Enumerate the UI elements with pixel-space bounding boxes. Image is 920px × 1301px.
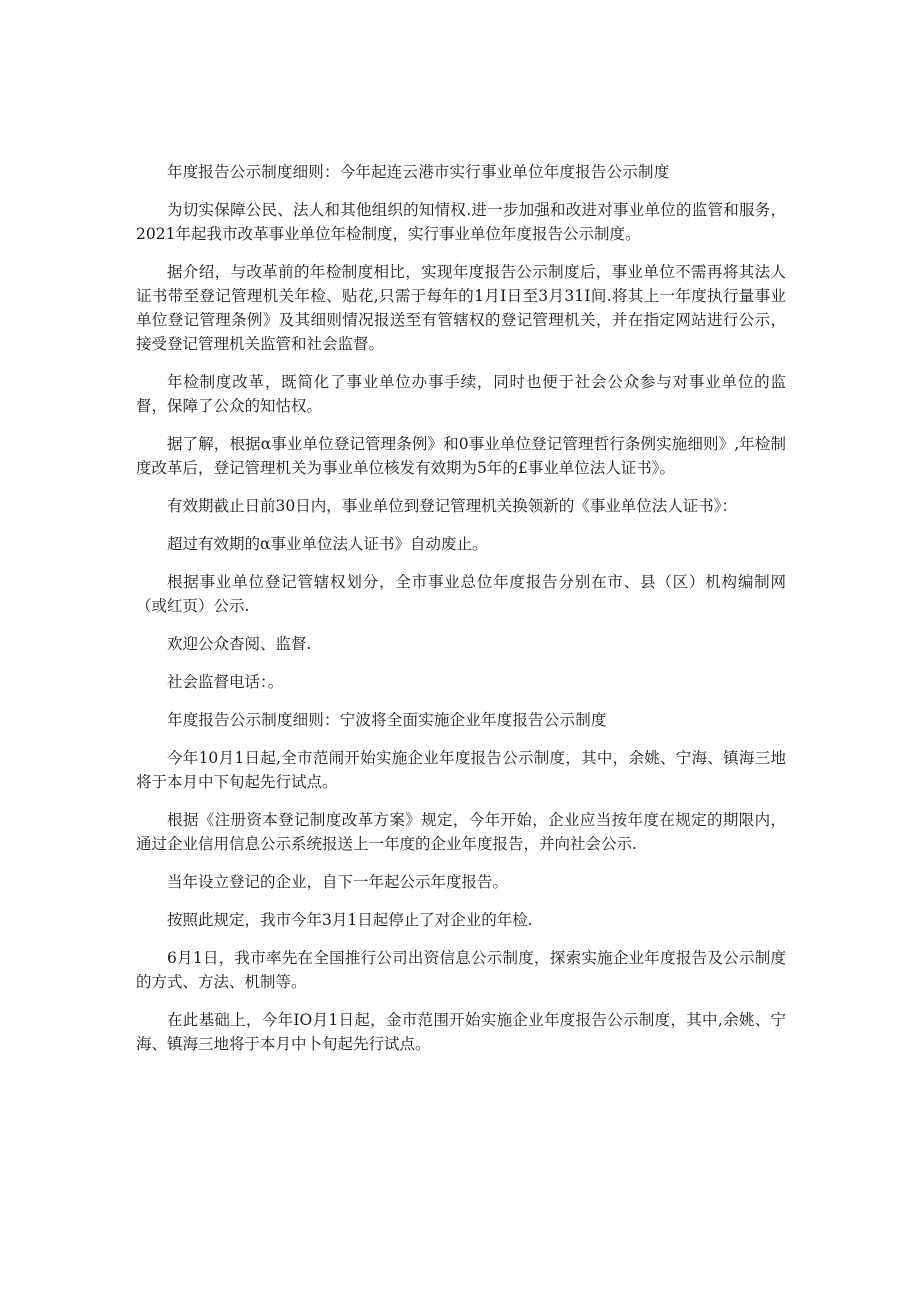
- paragraph: 据介绍，与改革前的年检制度相比，实现年度报告公示制度后，事业单位不需再将其法人证书带至登记管理机关年检、贴花,只需于每年的1月I日至3月31Ⅰ间.将其上一年度执行量事业单位登记管理条例》及其细则情况报送至有管辖权的登记管理机关，并在指定网站进行公示，接受登记管理机关监管和社会监督。: [136, 263, 786, 353]
- section-heading-lianyungang: 年度报告公示制度细则：今年起连云港市实行事业单位年度报告公示制度: [167, 163, 670, 181]
- paragraph: 根据《注册资本登记制度改革方案》规定，今年开始，企业应当按年度在规定的期限内，通过企业信用信息公示系统报送上一年度的企业年度报告，并向社会公示.: [136, 811, 786, 853]
- paragraph: 为切实保障公民、法人和其他组织的知情权.进一步加强和改进对事业单位的监管和服务，2021年起我市改革事业单位年检制度，实行事业单位年度报告公示制度。: [136, 201, 786, 243]
- paragraph: 今年10月1日起,全市范闹开始实施企业年度报告公示制度，其中，余姚、宁海、镇海三地将于本月中下旬起先行试点。: [136, 749, 786, 791]
- paragraph: 超过有效期的α事业单位法人证书》自动废止。: [167, 535, 488, 553]
- paragraph: 社会监督电话：。: [167, 673, 284, 691]
- paragraph: 有效期截止日前30日内，事业单位到登记管理机关换领新的《事业单位法人证书》：: [167, 497, 737, 515]
- paragraph: 当年设立登记的企业，自下一年起公示年度报告。: [167, 873, 509, 891]
- document-body: [136, 160, 786, 1070]
- paragraph: 按照此规定，我市今年3月1日起停止了对企业的年检.: [167, 911, 533, 929]
- paragraph: 据了解，根据α事业单位登记管理条例》和0事业单位登记管理哲行条例实施细则》,年检制度改革后，登记管理机关为事业单位核发有效期为5年的£事业单位法人证书》。: [136, 435, 786, 477]
- paragraph: 欢迎公众杳阅、监督.: [167, 635, 312, 653]
- paragraph: 6月1日，我市率先在全国推行公司出资信息公示制度，探索实施企业年度报告及公示制度的方式、方法、机制等。: [136, 949, 786, 991]
- section-heading-ningbo: 年度报告公示制度细则：宁波将全面实施企业年度报告公示制度: [167, 711, 607, 729]
- paragraph: 年检制度改革，既简化了事业单位办事手续，同时也便于社会公众参与对事业单位的监督，保障了公众的知怙权。: [136, 373, 786, 415]
- paragraph: 在此基础上，今年IO月1日起，金市范围开始实施企业年度报告公示制度，其中,余姚、宁海、镇海三地将于本月中卜旬起先行试点。: [136, 1011, 786, 1053]
- paragraph: 根据事业单位登记管辖权划分，全市事业总位年度报告分别在市、县（区）机构编制网（或红页）公示.: [136, 573, 786, 615]
